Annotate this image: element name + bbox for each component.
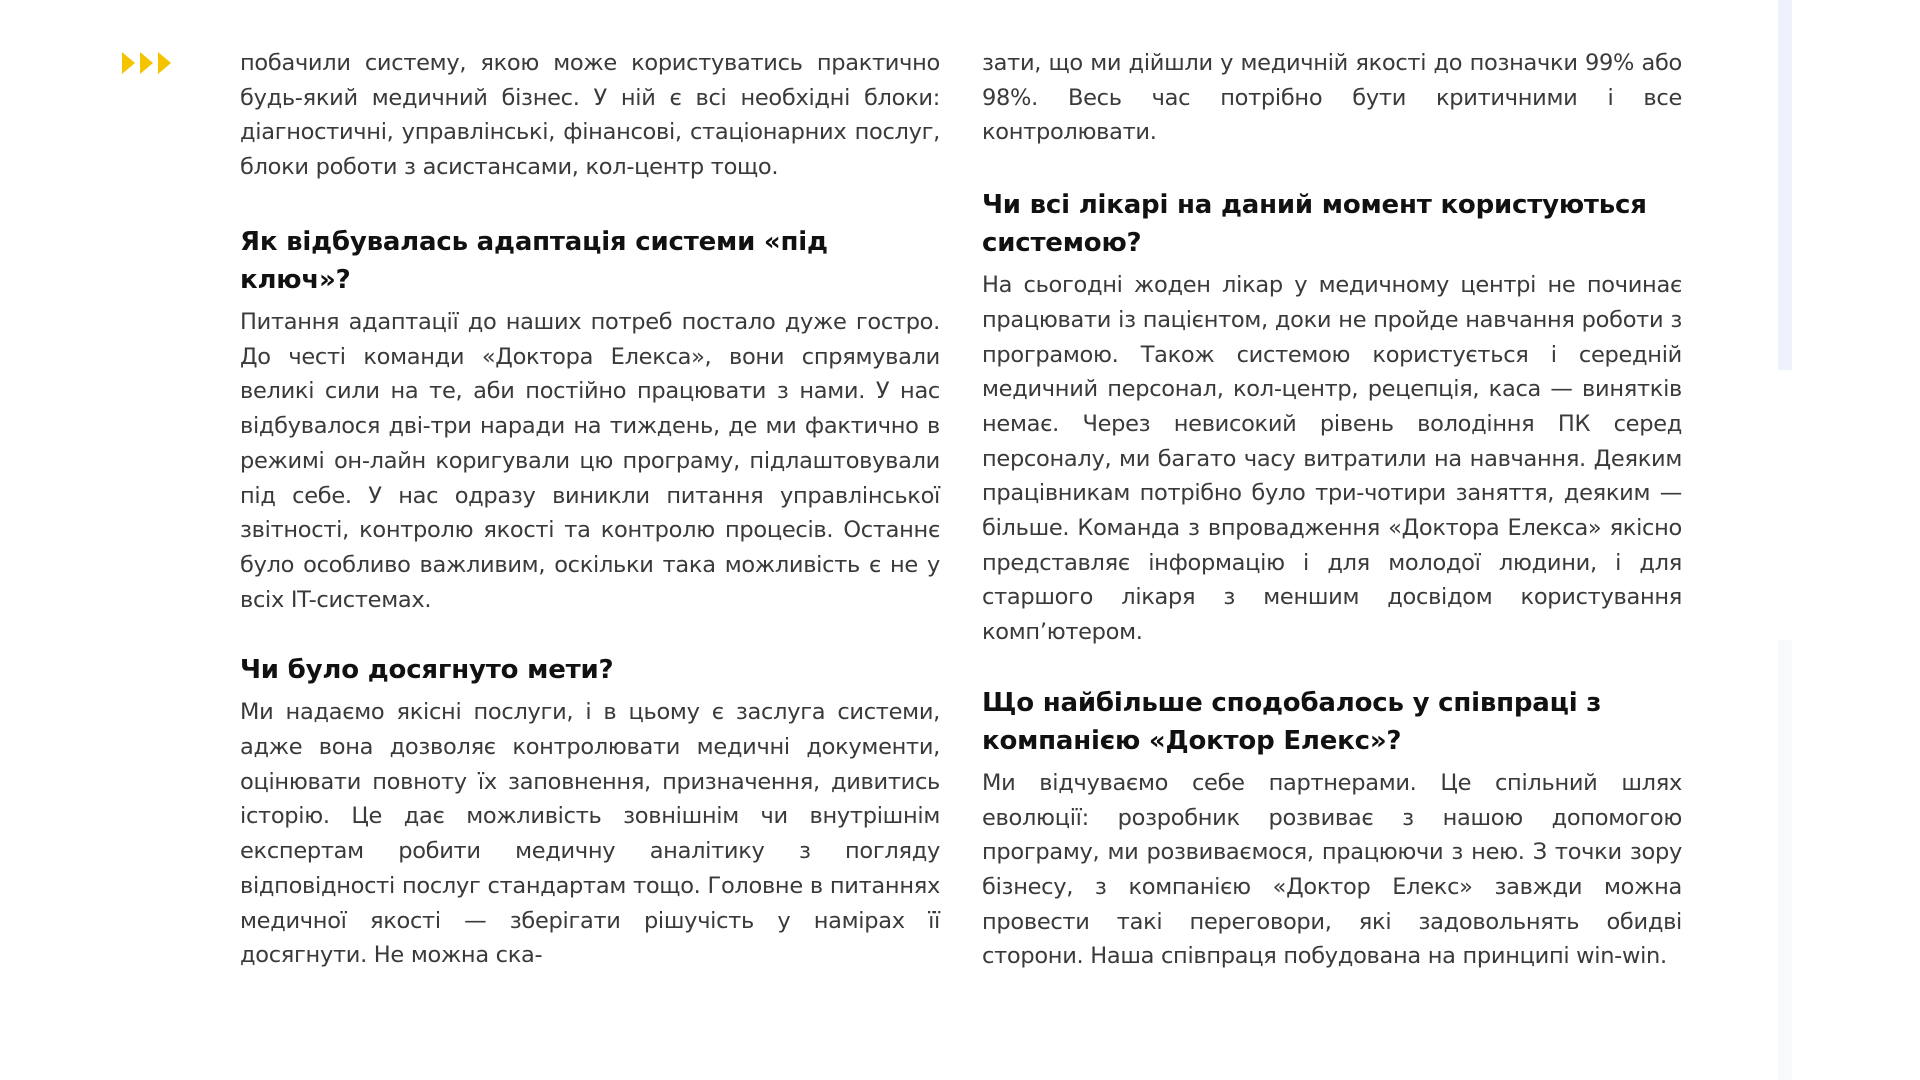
left-heading-1: Як відбувалась адаптація системи «під ключ»?	[240, 227, 828, 295]
right-paragraph-1: зати, що ми дійшли у медичній якості до позначки 99% або 98%. Весь час потрібно бути критичними і все контролювати.	[982, 50, 1682, 146]
page-edge-strip	[1778, 0, 1792, 370]
right-heading-1: Чи всі лікарі на даний момент користуються системою?	[982, 190, 1647, 259]
right-heading-2: Що найбільше сподобалось у співпраці з компанією «Доктор Елекс»?	[982, 687, 1602, 756]
left-paragraph-3: Ми надаємо якісні послуги, і в цьому є заслуга системи, адже вона дозволяє контролювати медичні документи, оцінювати повноту їх заповнення, призначення, дивитись історію. Це дає можливість зовнішнім чи внутрішнім експертам робити медичну аналітику з погляду відповідності послуг стандартам тощо. Головне в питаннях медичної якості — зберігати рішучість у намірах її досягнути. Не можна ска-	[240, 699, 940, 969]
left-column	[240, 46, 940, 973]
arrow-icon	[140, 52, 153, 74]
right-paragraph-3: Ми відчуваємо себе партнерами. Це спільний шлях еволюції: розробник розвиває з нашою допомогою програму, ми розвиваємося, працюючи з нею. З точки зору бізнесу, з компанією «Доктор Елекс» завжди можна провести такі переговори, які задовольнять обидві сторони. Наша співпраця побудована на принципі win-win.	[982, 769, 1682, 970]
triple-arrow-icon	[122, 52, 171, 74]
right-paragraph-2: На сьогодні жоден лікар у медичному центрі не починає працювати із пацієнтом, доки не пройде навчання роботи з програмою. Також системою користується і середній медичний персонал, кол-центр, рецепція, каса — винятків немає. Через невисокий рівень володіння ПК серед персоналу, ми багато часу витратили на навчання. Деяким працівникам потрібно було три-чотири заняття, деяким — більше. Команда з впровадження «Доктора Елекса» якісно представляє інформацію і для молодої людини, і для старшого лікаря з меншим досвідом користування комп’ютером.	[982, 272, 1682, 646]
right-column	[982, 46, 1682, 974]
page-edge-strip-lower	[1778, 640, 1792, 1080]
left-heading-2: Чи було досягнуто мети?	[240, 655, 614, 686]
arrow-icon	[158, 52, 171, 74]
left-paragraph-2: Питання адаптації до наших потреб постало дуже гостро. До честі команди «Доктора Елекса», вони спрямували великі сили на те, аби постійно працювати з нами. У нас відбувалося дві-три наради на тиждень, де ми фактично в режимі он-лайн коригували цю програму, підлаштовували під себе. У нас одразу виникли питання управлінської звітності, контролю якості та контролю процесів. Останнє було особливо важливим, оскільки така можливість є не у всіх IT-системах.	[240, 309, 940, 613]
left-paragraph-1: побачили систему, якою може користуватись практично будь-який медичний бізнес. У ній є всі необхідні блоки: діагностичні, управлінські, фінансові, стаціонарних послуг, блоки роботи з асистансами, кол-центр тощо.	[240, 50, 940, 181]
arrow-icon	[122, 52, 135, 74]
